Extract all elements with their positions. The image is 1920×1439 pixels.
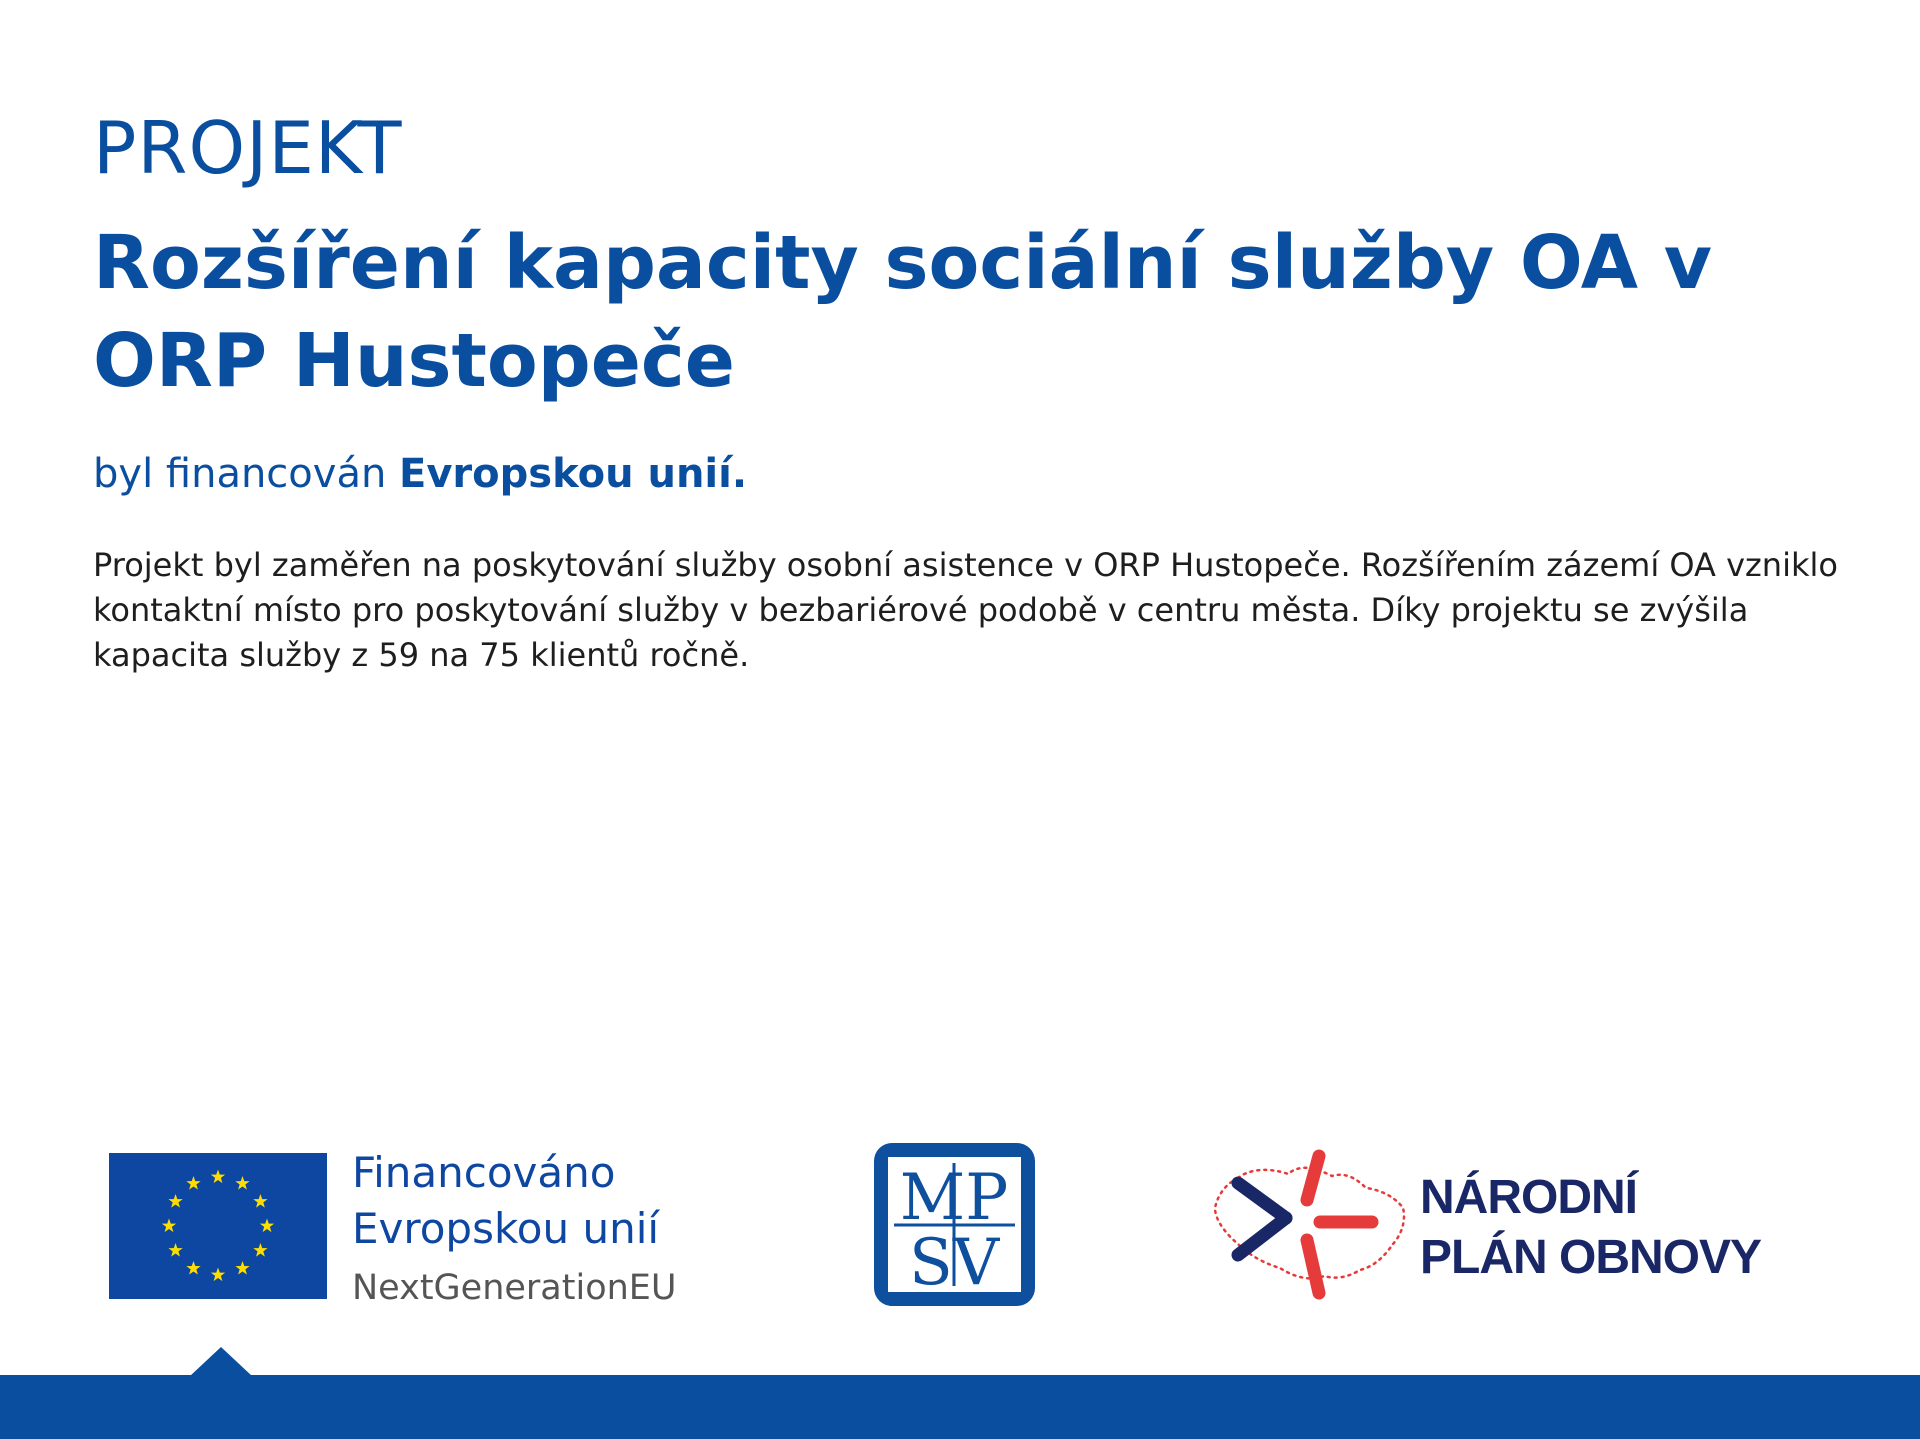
project-title: Rozšíření kapacity sociální služby OA v ORP Hustopeče <box>93 220 1713 404</box>
npo-logo-text <box>1420 1168 1761 1288</box>
eu-star-icon <box>211 1170 225 1184</box>
funding-statement <box>93 450 1853 498</box>
mpsv-logo-row1: MP <box>899 1161 1009 1235</box>
mpsv-logo-row2: SV <box>908 1226 1000 1300</box>
project-kicker: PROJEKT <box>93 106 403 190</box>
npo-logo-line1: NÁRODNÍ <box>1420 1171 1637 1224</box>
bottom-bar-notch <box>190 1347 252 1376</box>
eu-star-icon <box>186 1261 200 1275</box>
eu-star-icon <box>168 1243 182 1257</box>
eu-star-icon <box>168 1194 182 1208</box>
funding-emphasis: Evropskou unií. <box>399 451 748 497</box>
npo-mark-icon <box>1210 1148 1410 1308</box>
eu-star-icon <box>186 1176 200 1190</box>
bottom-bar <box>0 1375 1920 1439</box>
project-description: Projekt byl zaměřen na poskytování služby osobní asistence v ORP Hustopeče. Rozšířením zázemí OA vzniklo kontaktní místo pro poskytování služby v bezbariérové podobě v centru města. Díky projektu se zvýšila kapacita služby z 59 na 75 klientů ročně. <box>93 546 1838 674</box>
project-header <box>93 106 1853 678</box>
eu-flag-icon <box>109 1153 327 1299</box>
eu-star-icon <box>235 1261 249 1275</box>
eu-star-icon <box>253 1243 267 1257</box>
eu-star-icon <box>253 1194 267 1208</box>
eu-star-icon <box>211 1268 225 1282</box>
npo-logo-line2: PLÁN OBNOVY <box>1420 1231 1762 1284</box>
mpsv-logo-icon <box>872 1141 1037 1308</box>
eu-logo-line1: Financováno <box>352 1148 616 1197</box>
eu-logo-line2: Evropskou unií <box>352 1204 660 1253</box>
eu-star-icon <box>260 1219 274 1233</box>
funding-prefix: byl financován <box>93 451 400 497</box>
eu-star-icon <box>162 1219 176 1233</box>
eu-logo-text <box>352 1145 677 1317</box>
eu-logo-line3: NextGenerationEU <box>352 1268 677 1308</box>
eu-star-icon <box>235 1176 249 1190</box>
